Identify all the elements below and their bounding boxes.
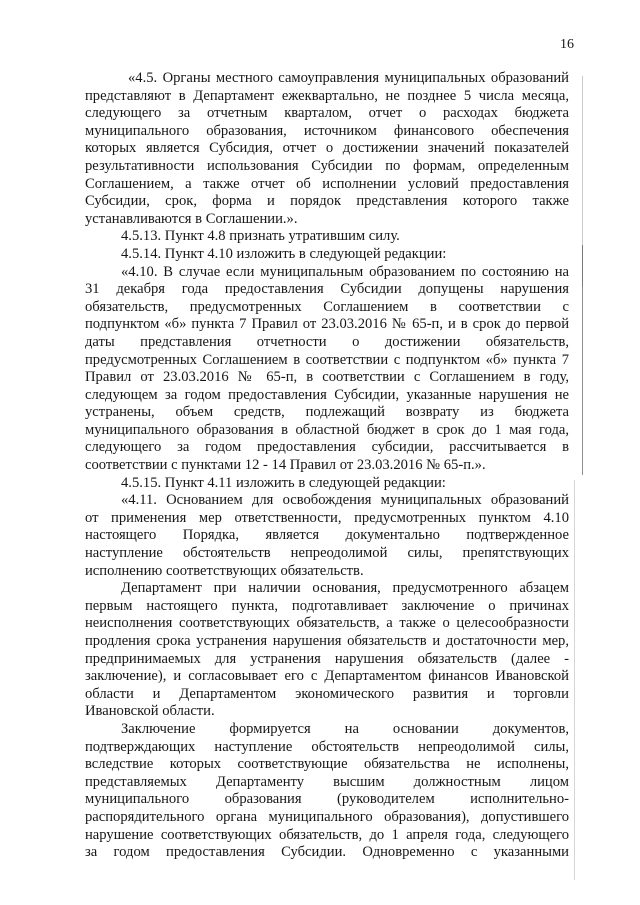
text-line: продления срока устранения нарушения обязательств и достаточности мер, (85, 633, 569, 649)
text-line: следующем за годом предоставления Субсидии, указанные нарушения не (85, 386, 569, 403)
text-line: неисполнения соответствующих обязательств, а также о целесообразности (85, 615, 569, 632)
text-line: 4.5.15. Пункт 4.11 изложить в следующей редакции: (121, 474, 446, 491)
text-line: «4.5. Органы местного самоуправления муниципальных образований (128, 70, 569, 86)
text-line: результативности использования Субсидии по формам, определенным (85, 157, 569, 174)
text-line: заключение), и согласовывает его с Департаментом финансов Ивановской (85, 668, 569, 685)
text-line: муниципального образования (руководителем исполнительно- (85, 791, 569, 808)
text-line: настоящего Порядка, является документально подтвержденное (85, 527, 569, 544)
text-line: устанавливаются в Соглашении.». (85, 210, 298, 227)
text-line: представляют в Департамент ежеквартально, не позднее 5 числа месяца, (85, 87, 569, 104)
document-body (85, 70, 569, 862)
text-line: муниципального образования, источником финансового обеспечения (85, 122, 569, 139)
text-line: 31 декабря года предоставления Субсидии допущены нарушения (85, 281, 569, 298)
text-line: вследствие которых соответствующие обязательства не исполнены, (85, 756, 569, 773)
text-line: 4.5.13. Пункт 4.8 признать утратившим силу. (121, 228, 400, 245)
scan-margin-line-middle (582, 245, 583, 475)
text-line: распорядительного органа муниципального образования), допустившего (85, 808, 569, 825)
text-line: устранены, объем средств, подлежащий возврату из бюджета (85, 404, 569, 421)
text-line: нарушение соответствующих обязательств, до 1 апреля года, следующего (85, 826, 569, 843)
text-line: Правил от 23.03.2016 № 65-п, в соответствии с Соглашением в году, (85, 369, 569, 386)
text-line: за годом предоставления Субсидии. Одновременно с указанными (85, 844, 569, 861)
text-line: Ивановской области. (85, 703, 215, 720)
text-line: Субсидии, срок, форма и порядок представления которого также (85, 193, 569, 210)
text-line: представляемых Департаменту высшим должностным лицом (85, 773, 569, 790)
text-line: обязательств, предусмотренных Соглашением в соответствии с (85, 298, 569, 315)
text-line: Заключение формируется на основании документов, (121, 720, 569, 737)
text-line: 4.5.14. Пункт 4.10 изложить в следующей редакции: (121, 245, 447, 262)
page-number: 16 (560, 37, 574, 52)
text-line: исполнению соответствующих обязательств. (85, 562, 364, 579)
text-line: даты представления отчетности о достижении обязательств, (85, 333, 569, 350)
text-line: области и Департаментом экономического развития и торговли (85, 685, 569, 702)
text-line: подпунктом «б» пункта 7 Правил от 23.03.2016 № 65-п, и в срок до первой (85, 316, 569, 333)
text-line: которых является Субсидия, отчет о достижении значений показателей (85, 140, 569, 157)
text-line: «4.10. В случае если муниципальным образованием по состоянию на (121, 263, 569, 280)
text-line: муниципального образования в областной бюджет в срок до 1 мая года, (85, 421, 569, 438)
text-line: подтверждающих наступление обстоятельств непреодолимой силы, (85, 738, 569, 755)
scan-margin-line-lower (574, 480, 575, 880)
text-line: соответствии с пунктами 12 - 14 Правил от 23.03.2016 № 65-п.». (85, 457, 486, 474)
text-line: Департамент при наличии основания, предусмотренного абзацем (121, 580, 569, 597)
text-line: от применения мер ответственности, предусмотренных пунктом 4.10 (85, 509, 569, 526)
text-line: Соглашением, а также отчет об исполнении условий предоставления (85, 175, 569, 192)
text-line: предпринимаемых для устранения нарушения обязательств (далее - (85, 650, 569, 667)
text-line: предусмотренных Соглашением в соответствии с подпунктом «б» пункта 7 (85, 351, 569, 368)
text-line: «4.11. Основанием для освобождения муниципальных образований (121, 492, 569, 509)
text-line: наступление обстоятельств непреодолимой силы, препятствующих (85, 545, 569, 562)
text-line: следующего за годом предоставления субсидии, рассчитывается в (85, 439, 569, 456)
text-line: следующего за отчетным кварталом, отчет о расходах бюджета (85, 105, 569, 122)
text-line: первым настоящего пункта, подготавливает заключение о причинах (85, 597, 569, 614)
